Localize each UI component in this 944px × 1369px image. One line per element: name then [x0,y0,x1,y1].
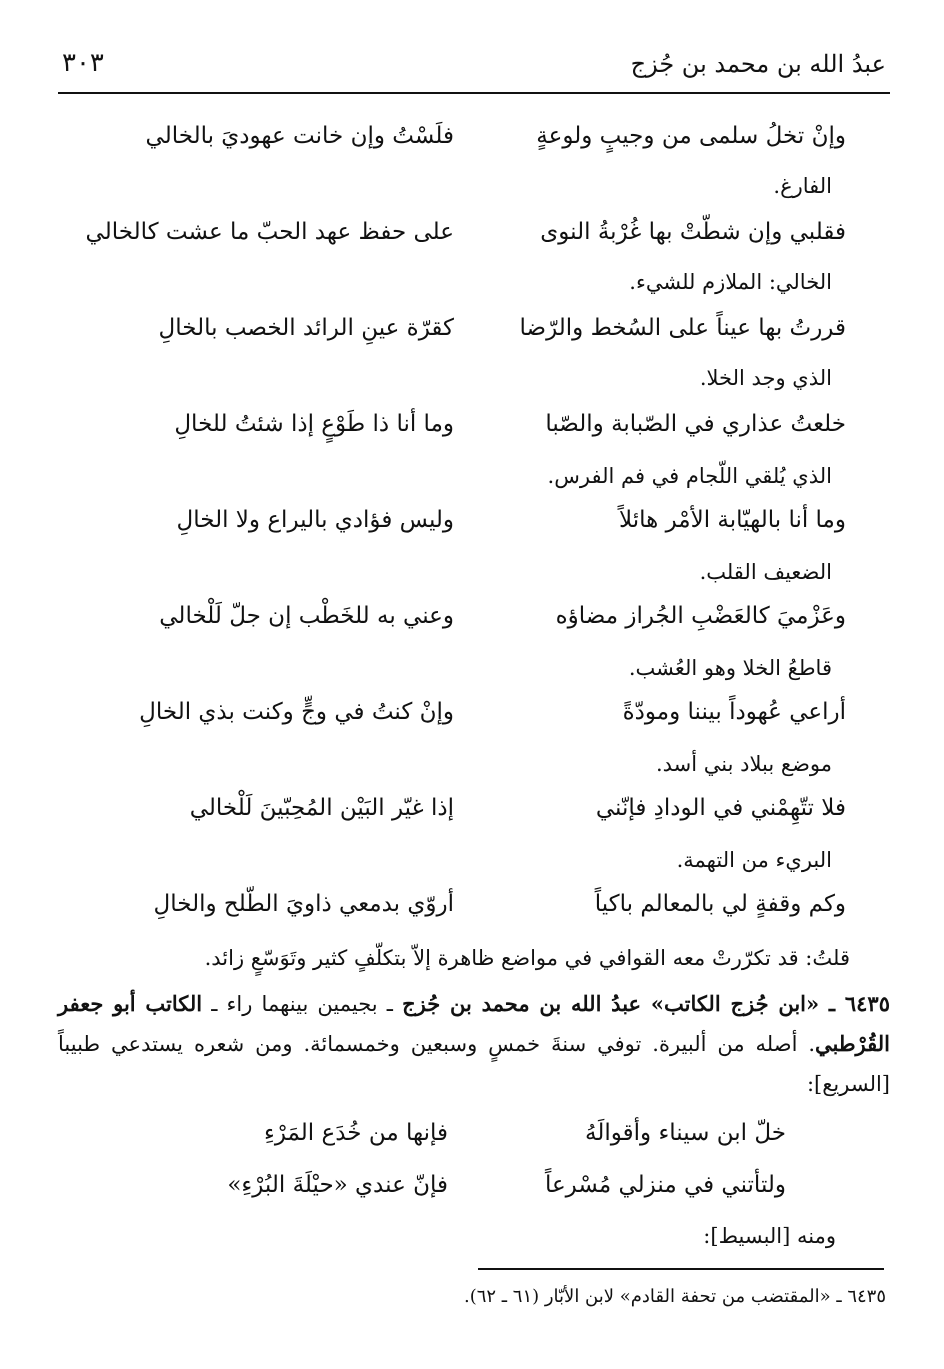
running-title: عبدُ الله بن محمد بن جُزج [630,50,886,78]
page-header [58,46,890,94]
verse-first-hemistich: فقلبي وإن شطّتْ بها غُرْبةُ النوى [540,219,846,245]
entry-name: الكاتب أبو جعفر القُرْطبي [58,991,890,1056]
verse-first-hemistich: خلعتُ عذاري في الصّبابة والصّبا [545,411,846,437]
verse-second-hemistich: فإنها من خُدَع المَرْءِ [264,1120,448,1146]
verse-second-hemistich: فلَسْتُ وإن خانت عهوديَ بالخالي [145,123,454,149]
verse-gloss: الخالي: الملازم للشيء. [629,270,832,294]
verse-first-hemistich: خلّ ابن سيناء وأقوالَهُ [585,1120,786,1146]
verse-gloss: موضع ببلاد بني أسد. [655,752,832,776]
verse-first-hemistich: وإنْ تخلُ سلمى من وجيبٍ ولوعةٍ [536,123,846,149]
verse-gloss: الذي يُلقي اللّجام في فم الفرس. [547,464,832,488]
verse-second-hemistich: إذا غيّر البَيْن المُحِبّينَ لَلْخالي [189,795,454,821]
verse-line [58,306,890,350]
verse-line [58,690,890,734]
verse-second-hemistich: أروّي بدمعي ذاويَ الطّلح والخالِ [153,891,454,917]
verse-second-hemistich: كقرّة عينِ الرائد الخصب بالخالِ [158,315,454,341]
verse-line [58,498,890,542]
verse-second-hemistich: على حفظ عهد الحبّ ما عشت كالخالي [85,219,454,245]
verse-first-hemistich: وما أنا بالهيّابة الأمْر هائلاً [619,507,846,533]
verse-line [58,210,890,254]
verse-line [58,1160,890,1210]
verse-first-hemistich: وكم وقفةٍ لي بالمعالم باكياً [594,891,846,917]
verse-gloss: قاطعُ الخلا وهو العُشب. [628,656,832,680]
verse-first-hemistich: فلا تتّهِمْني في الودادِ فإنّني [595,795,846,821]
footnote-divider [478,1268,884,1270]
verse-gloss: الفارغ. [773,174,832,198]
verse-line [58,1108,890,1158]
closing-line: ومنه [البسيط]: [703,1224,836,1248]
verse-gloss: الذي وجد الخلا. [699,366,832,390]
verse-first-hemistich: وعَزْميَ كالعَضْبِ الجُراز مضاؤه [555,603,846,629]
entry-text: ـ بجيمين بينهما راء ـ [202,992,403,1016]
verse-gloss: الضعيف القلب. [699,560,832,584]
verse-second-hemistich: وليس فؤادي باليراع ولا الخالِ [176,507,454,533]
verse-first-hemistich: أراعي عُهوداً بيننا ومودّةً [622,699,846,725]
verse-second-hemistich: فإنّ عندي «حيْلَةَ البُرْءِ» [227,1172,448,1198]
verse-line [58,786,890,830]
verse-line [58,114,890,158]
verse-second-hemistich: وما أنا ذا طَوْعٍ إذا شئتُ للخالِ [174,411,454,437]
verse-first-hemistich: قررتُ بها عيناً على السُخط والرّضا [519,315,846,341]
entry-heading: ٦٤٣٥ ـ «ابن جُزج الكاتب» عبدُ الله بن محمد بن جُزج [402,991,890,1016]
entry-paragraph [58,984,890,1104]
verse-line [58,594,890,638]
verse-line [58,402,890,446]
verse-second-hemistich: وإنْ كنتُ في وجٍّ وكنت بذي الخالِ [139,699,454,725]
verse-second-hemistich: وعني به للخَطْب إن جلّ لَلْخالي [159,603,454,629]
verse-gloss: البريء من التهمة. [676,848,832,872]
verse-first-hemistich: ولتأتني في منزلي مُسْرعاً [544,1172,786,1198]
page-number: ٣٠٣ [62,48,104,78]
entry-text: . أصله من ألبيرة. توفي سنةَ خمسٍ وسبعين وخمسمائة. ومن شعره يستدعي طبيباً [السريع]: [58,1032,890,1096]
verse-line [58,882,890,926]
footnote: ٦٤٣٥ ـ «المقتضب من تحفة القادم» لابن الأبّار (٦١ ـ ٦٢). [463,1286,886,1307]
editor-comment: قلتُ: قد تكرّرتْ معه القوافي في مواضع ظاهرة إلاّ بتكلّفٍ كثير وتَوَسّعٍ زائد. [204,946,850,970]
